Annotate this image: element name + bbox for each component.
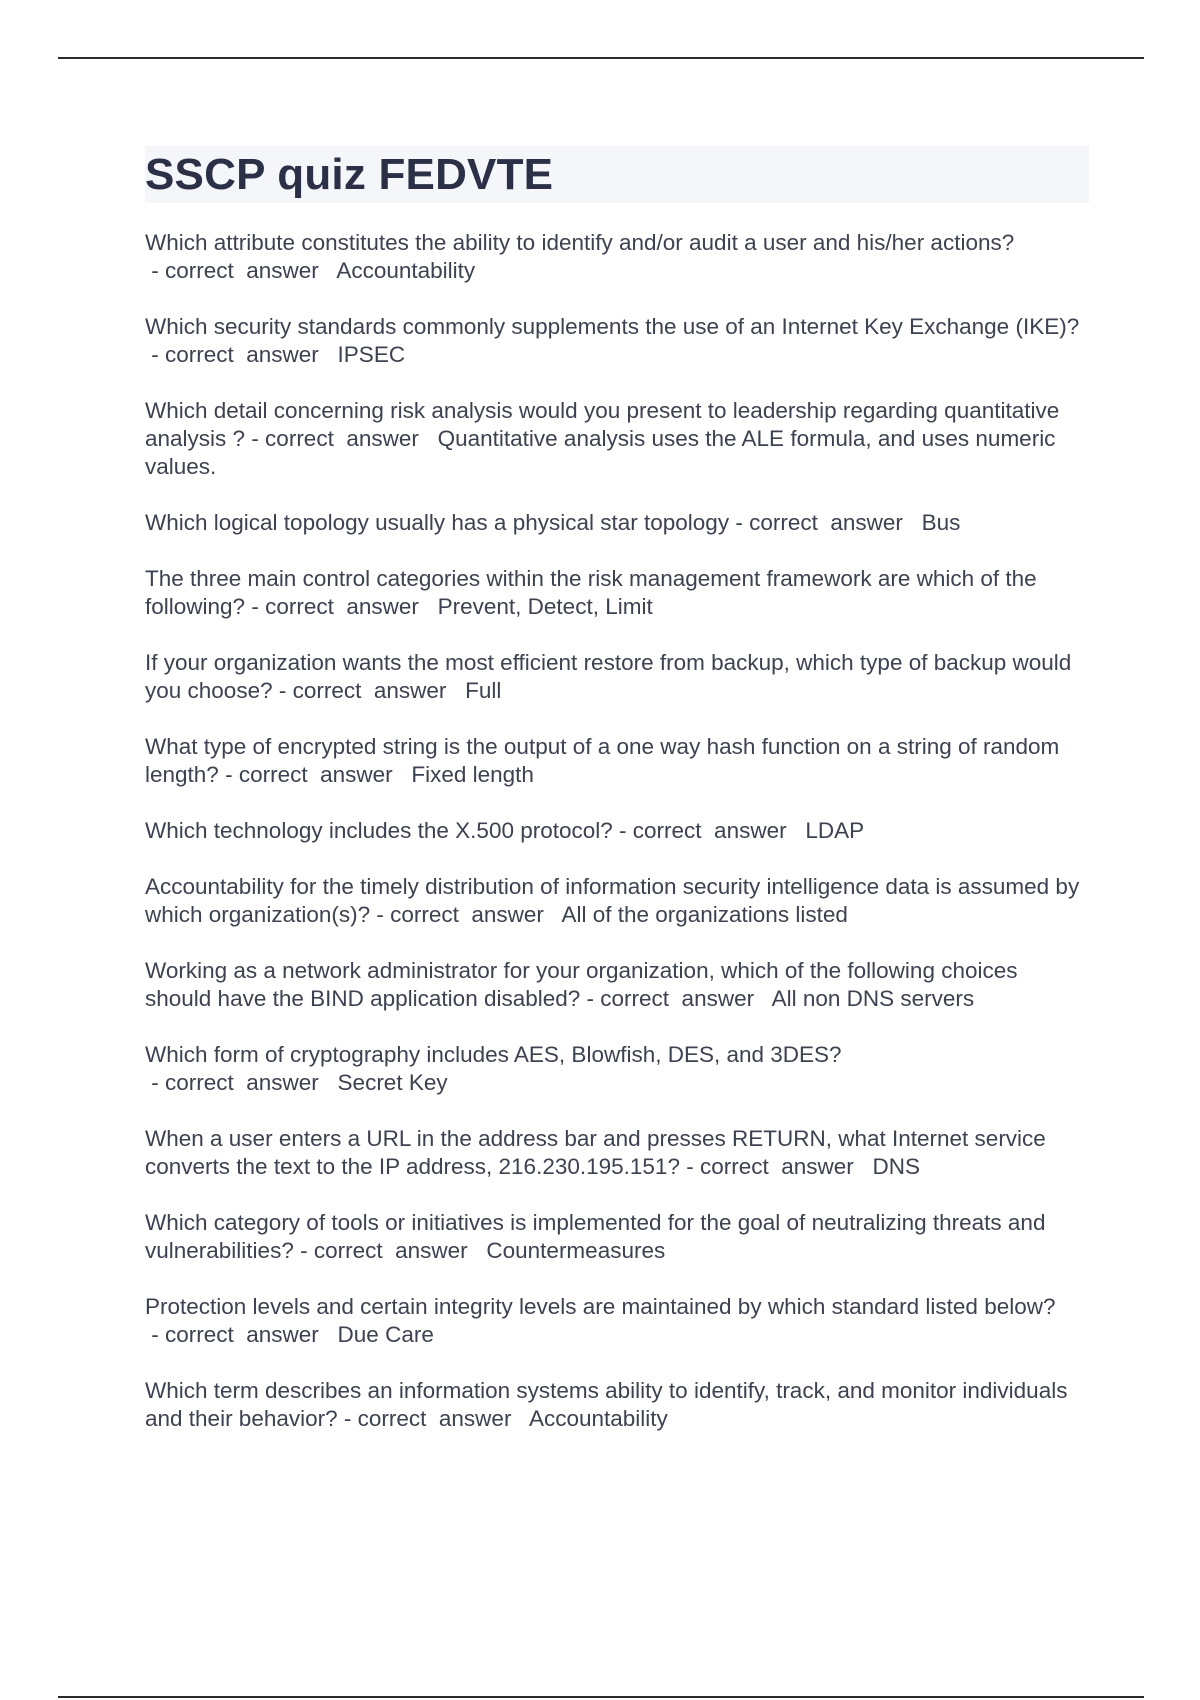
question-text: Working as a network administrator for your organization, which of the following choices should have the BIND application disabled? — [145, 958, 1018, 1011]
answer-separator: - correct answer — [245, 594, 438, 619]
document-title: SSCP quiz FEDVTE — [145, 149, 554, 199]
answer-text: Accountability — [528, 1406, 668, 1431]
answer-separator: - correct answer — [580, 986, 772, 1011]
answer-separator: - correct answer — [729, 510, 922, 535]
qa-item — [145, 1125, 1089, 1181]
qa-item — [145, 873, 1089, 929]
answer-separator: - correct answer — [272, 678, 466, 703]
answer-separator: - correct answer — [145, 342, 338, 367]
document-body — [145, 146, 1089, 1461]
answer-separator: - correct answer — [245, 426, 438, 451]
answer-text: Quantitative analysis uses the ALE formula, and uses numeric values. — [145, 426, 1056, 479]
title-band — [145, 146, 1089, 203]
footer-rule — [58, 1696, 1144, 1698]
answer-separator: - correct answer — [612, 818, 806, 843]
qa-item — [145, 229, 1089, 285]
answer-separator: - correct answer — [370, 902, 562, 927]
question-text: Which attribute constitutes the ability to identify and/or audit a user and his/her actions? — [145, 230, 1015, 255]
question-text: Which security standards commonly supplements the use of an Internet Key Exchange (IKE)? — [145, 314, 1080, 339]
question-text: What type of encrypted string is the output of a one way hash function on a string of random length? — [145, 734, 1060, 787]
question-text: Which detail concerning risk analysis would you present to leadership regarding quantitative analysis ? — [145, 398, 1060, 451]
qa-item — [145, 817, 1089, 845]
answer-separator: - correct answer — [218, 762, 412, 787]
answer-separator: - correct answer — [293, 1238, 487, 1263]
answer-separator: - correct answer — [145, 1322, 338, 1347]
question-text: Accountability for the timely distribution of information security intelligence data is assumed by which organization(s)? — [145, 874, 1080, 927]
question-text: If your organization wants the most efficient restore from backup, which type of backup would you choose? — [145, 650, 1072, 703]
qa-item — [145, 509, 1089, 537]
qa-item — [145, 1041, 1089, 1097]
qa-item — [145, 1377, 1089, 1433]
answer-separator: - correct answer — [145, 258, 337, 283]
qa-item — [145, 649, 1089, 705]
answer-text: Due Care — [337, 1322, 434, 1347]
answer-text: All non DNS servers — [771, 986, 975, 1011]
question-text: Which category of tools or initiatives is implemented for the goal of neutralizing threats and vulnerabilities? — [145, 1210, 1046, 1263]
question-text: When a user enters a URL in the address bar and presses RETURN, what Internet service converts the text to the IP address, 216.230.195.151? — [145, 1126, 1046, 1179]
question-text: Which form of cryptography includes AES, Blowfish, DES, and 3DES? — [145, 1042, 842, 1067]
question-text: The three main control categories within the risk management framework are which of the following? — [145, 566, 1037, 619]
question-text: Which term describes an information systems ability to identify, track, and monitor individuals and their behavior? — [145, 1378, 1068, 1431]
qa-item — [145, 565, 1089, 621]
qa-item — [145, 733, 1089, 789]
qa-item — [145, 313, 1089, 369]
answer-text: Fixed length — [411, 762, 534, 787]
answer-separator: - correct answer — [337, 1406, 529, 1431]
answer-text: IPSEC — [337, 342, 406, 367]
answer-text: Countermeasures — [486, 1238, 666, 1263]
answer-text: Prevent, Detect, Limit — [437, 594, 653, 619]
question-text: Which technology includes the X.500 protocol? — [145, 818, 613, 843]
answer-text: LDAP — [805, 818, 865, 843]
answer-text: DNS — [872, 1154, 921, 1179]
header-rule — [58, 57, 1144, 59]
answer-text: Secret Key — [337, 1070, 448, 1095]
question-text: Which logical topology usually has a physical star topology — [145, 510, 730, 535]
qa-item — [145, 1209, 1089, 1265]
answer-text: Full — [465, 678, 502, 703]
answer-separator: - correct answer — [679, 1154, 873, 1179]
answer-text: Accountability — [336, 258, 476, 283]
question-text: Protection levels and certain integrity levels are maintained by which standard listed below? — [145, 1294, 1056, 1319]
answer-text: Bus — [921, 510, 961, 535]
answer-separator: - correct answer — [145, 1070, 338, 1095]
qa-item — [145, 1293, 1089, 1349]
answer-text: All of the organizations listed — [561, 902, 848, 927]
qa-item — [145, 397, 1089, 481]
qa-item — [145, 957, 1089, 1013]
